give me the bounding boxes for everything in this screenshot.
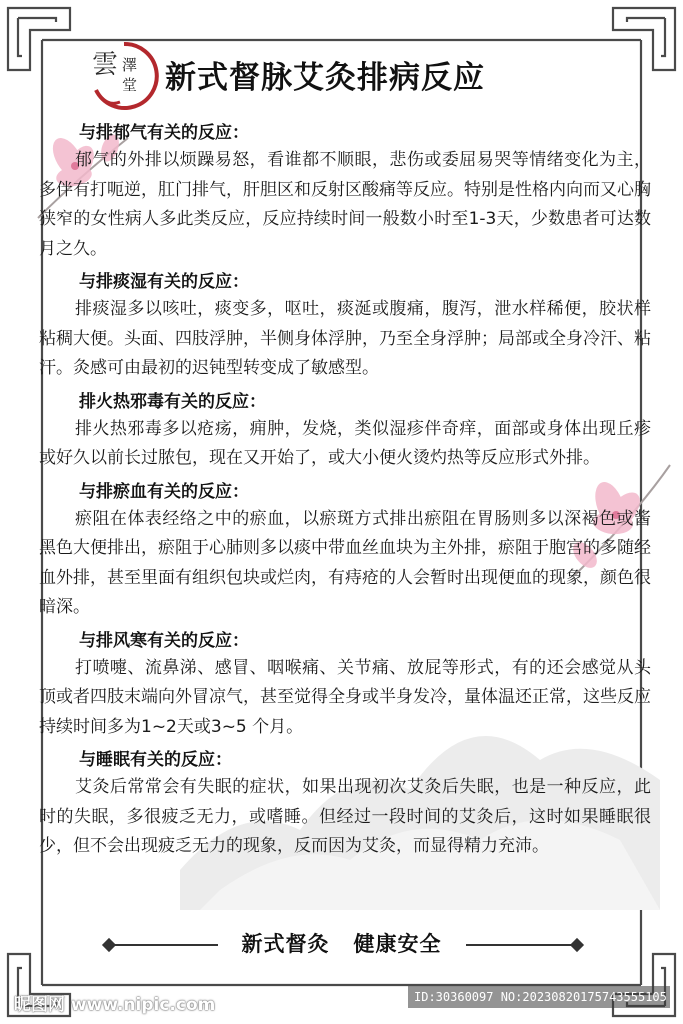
footer-slogan-left: 新式督灸	[241, 932, 330, 956]
section-fenghan	[39, 628, 651, 743]
logo-char-2: 澤	[122, 56, 138, 74]
page-title: 新式督脉艾灸排病反应	[165, 60, 485, 96]
section-yuqi	[39, 120, 651, 264]
logo-seal	[88, 40, 160, 112]
section-heading: 与排郁气有关的反应：	[79, 123, 249, 143]
section-text: 排火热邪毒多以疮疡，痈肿，发烧，类似湿疹伴奇痒，面部或身体出现丘疹或好久以前长过脓包，现在又开始了，或大小便火烫灼热等反应形式外排。	[39, 418, 651, 468]
logo-char-1: 雲	[92, 50, 119, 80]
section-text: 瘀阻在体表经络之中的瘀血，以瘀斑方式排出瘀阻在胃肠则多以深褐色或酱黑色大便排出，瘀阻于心肺则多以痰中带血丝血块为主外排，瘀阻于胞宫的多随经血外排，甚至里面有组织包块或烂肉，有痔疮的人会暂时出现便血的现象，颜色很暗深。	[39, 508, 651, 617]
footer-slogan-right: 健康安全	[353, 932, 442, 956]
section-text: 郁气的外排以烦躁易怒，看谁都不顺眼，悲伤或委屈易哭等情绪变化为主，多伴有打呃逆，肛门排气，肝胆区和反射区酸痛等反应。特别是性格内向而又心胸狭窄的女性病人多此类反应，反应持续时间一般数小时至1-3天，少数患者可达数月之久。	[39, 150, 651, 259]
section-tanshi	[39, 269, 651, 384]
watermark-id: ID:30360097 NO:20230820175743555105	[414, 990, 667, 1004]
section-yuxue	[39, 479, 651, 623]
section-shuimian	[39, 747, 651, 862]
section-heading: 排火热邪毒有关的反应：	[79, 391, 266, 412]
section-heading: 与排风寒有关的反应：	[79, 630, 249, 651]
watermark-site: 昵图网 www.nipic.com	[14, 995, 216, 1015]
logo-char-3: 堂	[122, 76, 138, 94]
section-text: 打喷嚏、流鼻涕、感冒、咽喉痛、关节痛、放屁等形式，有的还会感觉从头顶或者四肢末端向外冒凉气，甚至觉得全身或半身发冷，量体温还正常，这些反应持续时间多为1~2天或3~5 个月。	[39, 657, 651, 737]
section-huore	[39, 389, 651, 474]
section-heading: 与睡眠有关的反应：	[79, 750, 232, 770]
section-text: 艾灸后常常会有失眠的症状，如果出现初次艾灸后失眠，也是一种反应，此时的失眠，多很疲乏无力，或嗜睡。但经过一段时间的艾灸后，这时如果睡眠很少，但不会出现疲乏无力的现象，反而因为艾灸，而显得精力充沛。	[39, 777, 651, 856]
footer-slogan	[0, 928, 683, 958]
content-body	[39, 120, 651, 867]
section-heading: 与排瘀血有关的反应：	[79, 481, 249, 502]
section-text: 排痰湿多以咳吐，痰变多，呕吐，痰涎或腹痛，腹泻，泄水样稀便，胶状样粘稠大便。头面、四肢浮肿，半侧身体浮肿，乃至全身浮肿；局部或全身冷汗、粘汗。灸感可由最初的迟钝型转变成了敏感型。	[39, 299, 651, 378]
section-heading: 与排痰湿有关的反应：	[79, 272, 249, 292]
